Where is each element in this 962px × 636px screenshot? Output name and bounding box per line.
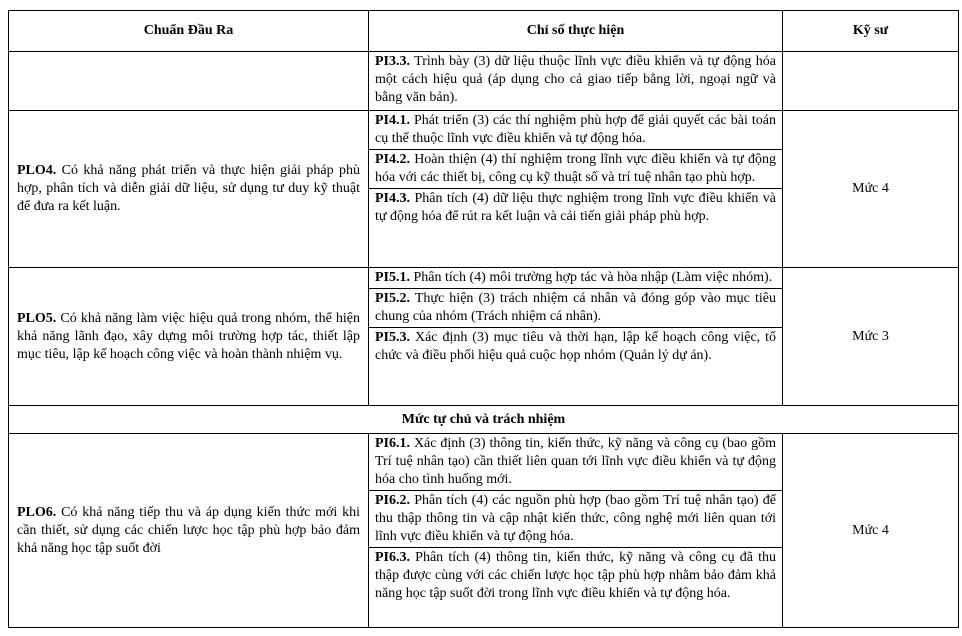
- pi-item: [369, 52, 782, 108]
- plo4-cell: [9, 111, 369, 268]
- pi-code: PI4.3.: [375, 191, 410, 206]
- plo4-level: Mức 4: [783, 111, 959, 268]
- pi-code: PI5.2.: [375, 291, 410, 306]
- pi-code: PI4.2.: [375, 152, 410, 167]
- pi-code: PI5.3.: [375, 330, 410, 345]
- empty-level-cell: [783, 52, 959, 111]
- plo6-indicators: [369, 434, 783, 628]
- pi-text: Phân tích (4) môi trường hợp tác và hòa nhập (Làm việc nhóm).: [410, 270, 773, 285]
- section-row: [9, 406, 959, 434]
- pi-text: Thực hiện (3) trách nhiệm cá nhân và đóng góp vào mục tiêu chung của nhóm (Trách nhiệm cá nhân).: [375, 291, 776, 324]
- indicator-cell: [369, 52, 783, 111]
- pi-item: [369, 288, 782, 327]
- pi-code: PI6.2.: [375, 493, 410, 508]
- pi-item: [369, 149, 782, 188]
- pi-item: [369, 490, 782, 547]
- table-row-pi33: [9, 52, 959, 111]
- pi-code: PI4.1.: [375, 113, 410, 128]
- pi-item: [369, 327, 782, 366]
- plo6-code: PLO6.: [17, 504, 57, 520]
- plo4-text: Có khả năng phát triển và thực hiện giải pháp phù hợp, phân tích và diễn giải dữ liệu, sử dụng tư duy kỹ thuật để đưa ra kết luận.: [17, 163, 360, 214]
- plo5-indicators: [369, 268, 783, 406]
- pi-text: Hoàn thiện (4) thí nghiệm trong lĩnh vực điều khiển và tự động hóa với các thiết bị, công cụ kỹ thuật số và trí tuệ nhân tạo phù hợp.: [375, 152, 776, 185]
- empty-outcome-cell: [9, 52, 369, 111]
- outcomes-table: [8, 10, 959, 628]
- section-title: Mức tự chủ và trách nhiệm: [9, 406, 959, 434]
- pi-item: [369, 268, 782, 288]
- header-row: [9, 11, 959, 52]
- plo6-text: Có khả năng tiếp thu và áp dụng kiến thức mới khi cần thiết, sử dụng các chiến lược học tập phù hợp bảo đảm khả năng học tập suốt đời: [17, 504, 360, 556]
- pi-code: PI5.1.: [375, 270, 410, 285]
- pi-code: PI6.3.: [375, 550, 410, 565]
- plo6-level: Mức 4: [783, 434, 959, 628]
- plo4-indicators: [369, 111, 783, 268]
- plo5-code: PLO5.: [17, 310, 57, 326]
- plo4-code: PLO4.: [17, 163, 57, 178]
- pi-text: Xác định (3) thông tin, kiến thức, kỹ năng và công cụ (bao gồm Trí tuệ nhân tạo) cần thiết liên quan tới lĩnh vực điều khiển và tự động hóa cho tình huống mới.: [375, 436, 776, 487]
- pi-code: PI3.3.: [375, 54, 410, 69]
- pi-item: [369, 547, 782, 604]
- plo5-cell: [9, 268, 369, 406]
- pi-text: Phân tích (4) các nguồn phù hợp (bao gồm Trí tuệ nhân tạo) để thu thập thông tin và cập nhật kiến thức, công nghệ mới liên quan tới lĩnh vực điều khiển và tự động hóa.: [375, 493, 776, 544]
- pi-text: Phát triển (3) các thí nghiệm phù hợp để giải quyết các bài toán cụ thể thuộc lĩnh vực điều khiển và tự động hóa.: [375, 113, 776, 146]
- plo5-level: Mức 3: [783, 268, 959, 406]
- header-outcome: Chuẩn Đầu Ra: [9, 11, 369, 52]
- pi-text: Phân tích (4) dữ liệu thực nghiệm trong lĩnh vực điều khiển và tự động hóa để rút ra kết luận và cải tiến giải pháp phù hợp.: [375, 191, 776, 224]
- plo6-cell: [9, 434, 369, 628]
- pi-code: PI6.1.: [375, 436, 410, 451]
- pi-text: Xác định (3) mục tiêu và thời hạn, lập kế hoạch công việc, tổ chức và điều phối hiệu quả cuộc họp nhóm (Quản lý dự án).: [375, 330, 776, 363]
- header-indicator: Chỉ số thực hiện: [369, 11, 783, 52]
- table-row-plo5: [9, 268, 959, 406]
- plo5-text: Có khả năng làm việc hiệu quả trong nhóm, thể hiện khả năng lãnh đạo, xây dựng môi trường hợp tác, thiết lập mục tiêu, lập kế hoạch công việc và hoàn thành nhiệm vụ.: [17, 310, 360, 362]
- pi-text: Phân tích (4) thông tin, kiến thức, kỹ năng và công cụ đã thu thập được cùng với các chiến lược học tập phù hợp nhằm bảo đảm khả năng học tập suốt đời trong lĩnh vực điều khiển và tự động hóa.: [375, 550, 776, 601]
- pi-item: [369, 111, 782, 149]
- table-row-plo6: [9, 434, 959, 628]
- table-row-plo4: [9, 111, 959, 268]
- pi-text: Trình bày (3) dữ liệu thuộc lĩnh vực điều khiển và tự động hóa một cách hiệu quả (áp dụng cho cả giao tiếp bằng lời, ngoại ngữ và bằng văn bản).: [375, 54, 776, 105]
- header-level: Kỹ sư: [783, 11, 959, 52]
- pi-item: [369, 434, 782, 490]
- pi-item: [369, 188, 782, 227]
